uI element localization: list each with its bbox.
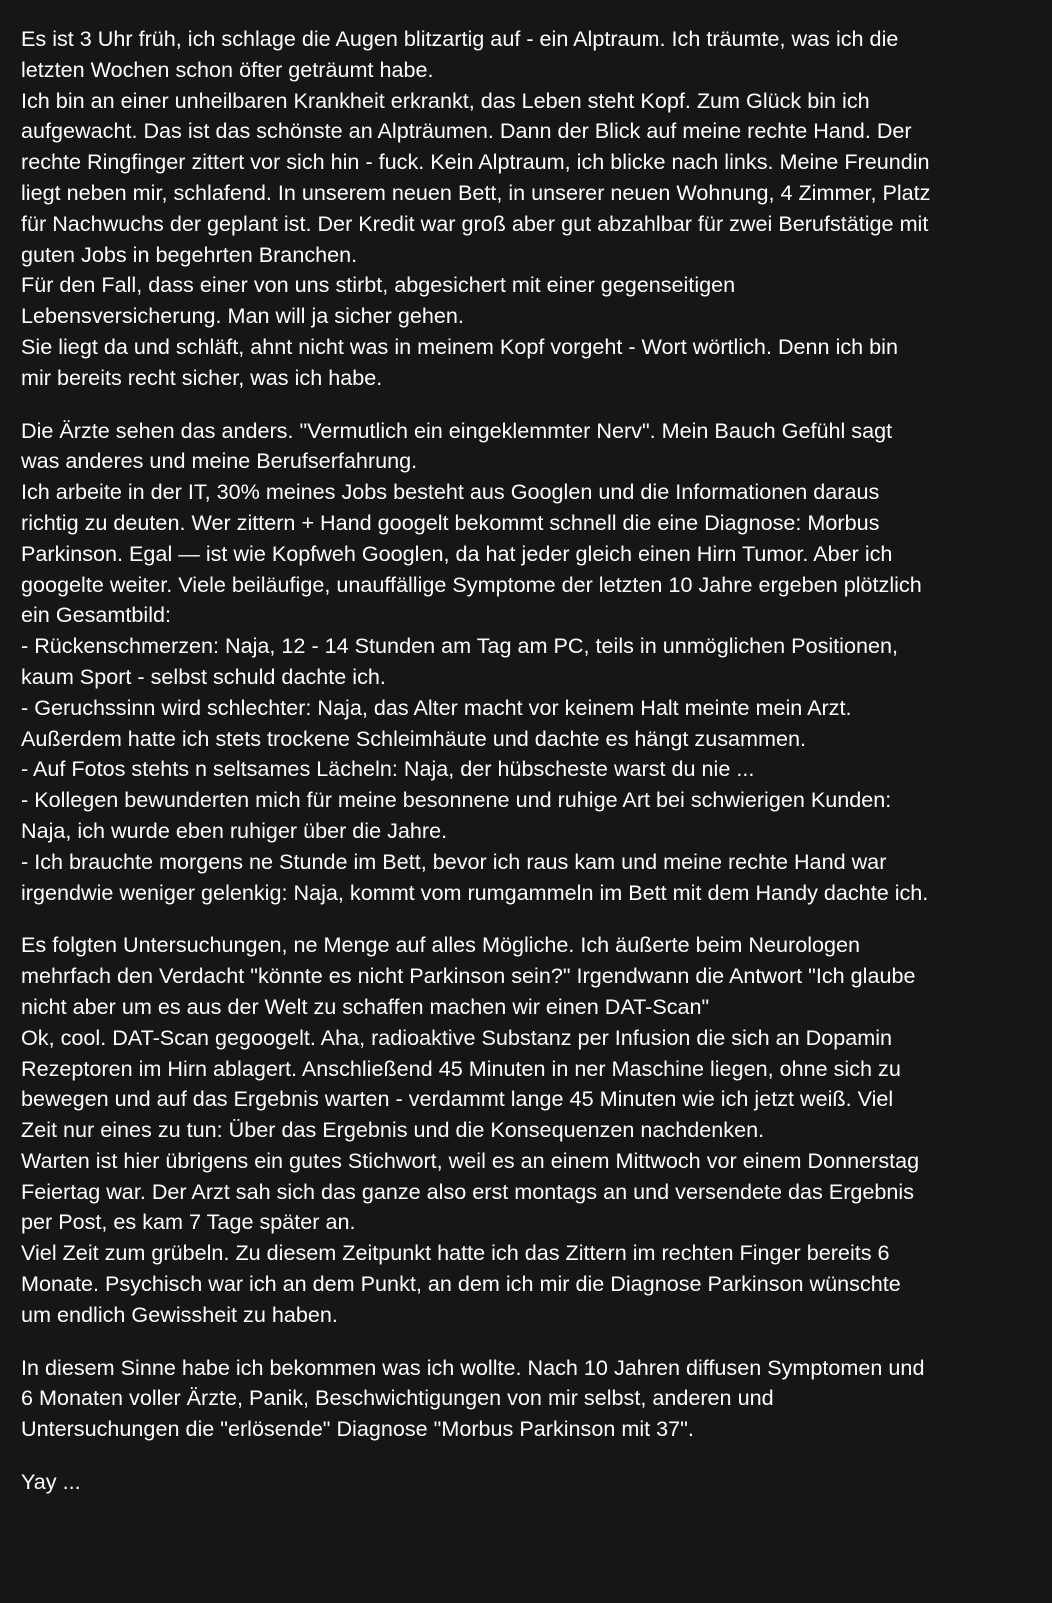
paragraph-diagnosis	[21, 1353, 1036, 1445]
text-line: mehrfach den Verdacht "könnte es nicht Parkinson sein?" Irgendwann die Antwort "Ich glaube	[21, 963, 916, 989]
text-line: Ich bin an einer unheilbaren Krankheit erkrankt, das Leben steht Kopf. Zum Glück bin ich	[21, 87, 870, 113]
text-line: was anderes und meine Berufserfahrung.	[21, 448, 418, 474]
text-line: Sie liegt da und schläft, ahnt nicht was in meinem Kopf vorgeht - Wort wörtlich. Denn ich bin	[21, 333, 898, 359]
paragraph-closing	[21, 1467, 1036, 1498]
text-line: liegt neben mir, schlafend. In unserem neuen Bett, in unserer neuen Wohnung, 4 Zimmer, Platz	[21, 179, 931, 205]
text-line: Parkinson. Egal — ist wie Kopfweh Googlen, da hat jeder gleich einen Hirn Tumor. Aber ich	[21, 540, 893, 566]
text-line: Warten ist hier übrigens ein gutes Stichwort, weil es an einem Mittwoch vor einem Donnerstag	[21, 1147, 920, 1173]
text-line: - Auf Fotos stehts n seltsames Lächeln: Naja, der hübscheste warst du nie ...	[21, 756, 755, 782]
text-line: bewegen und auf das Ergebnis warten - verdammt lange 45 Minuten wie ich jetzt weiß. Viel	[21, 1086, 894, 1112]
text-line: letzten Wochen schon öfter geträumt habe.	[21, 56, 434, 82]
text-line: Die Ärzte sehen das anders. "Vermutlich ein eingeklemmter Nerv". Mein Bauch Gefühl sagt	[21, 417, 893, 443]
text-line: Viel Zeit zum grübeln. Zu diesem Zeitpunkt hatte ich das Zittern im rechten Finger bereits 6	[21, 1240, 890, 1266]
text-line: Für den Fall, dass einer von uns stirbt, abgesichert mit einer gegenseitigen	[21, 272, 736, 298]
paragraph-symptoms	[21, 416, 1036, 909]
text-line: Lebensversicherung. Man will ja sicher gehen.	[21, 303, 464, 329]
text-line: Rezeptoren im Hirn ablagert. Anschließend 45 Minuten in ner Maschine liegen, ohne sich zu	[21, 1055, 901, 1081]
text-line: ein Gesamtbild:	[21, 602, 172, 628]
text-line: Es folgten Untersuchungen, ne Menge auf alles Mögliche. Ich äußerte beim Neurologen	[21, 932, 861, 958]
text-line: für Nachwuchs der geplant ist. Der Kredit war groß aber gut abzahlbar für zwei Berufstätige mit	[21, 210, 929, 236]
text-line: Außerdem hatte ich stets trockene Schleimhäute und dachte es hängt zusammen.	[21, 725, 807, 751]
text-line: Yay ...	[21, 1469, 81, 1495]
text-line: googelte weiter. Viele beiläufige, unauffällige Symptome der letzten 10 Jahre ergeben plötzlich	[21, 571, 922, 597]
paragraph-examinations	[21, 930, 1036, 1330]
text-line: nicht aber um es aus der Welt zu schaffen machen wir einen DAT-Scan"	[21, 993, 710, 1019]
text-line: In diesem Sinne habe ich bekommen was ich wollte. Nach 10 Jahren diffusen Symptomen und	[21, 1354, 925, 1380]
text-line: 6 Monaten voller Ärzte, Panik, Beschwichtigungen von mir selbst, anderen und	[21, 1385, 774, 1411]
text-line: Feiertag war. Der Arzt sah sich das ganze also erst montags an und versendete das Ergebnis	[21, 1178, 915, 1204]
text-line: Zeit nur eines zu tun: Über das Ergebnis und die Konsequenzen nachdenken.	[21, 1117, 765, 1143]
text-line: irgendwie weniger gelenkig: Naja, kommt vom rumgammeln im Bett mit dem Handy dachte ich.	[21, 879, 929, 905]
post-body	[21, 24, 1036, 1520]
text-line: Monate. Psychisch war ich an dem Punkt, an dem ich mir die Diagnose Parkinson wünschte	[21, 1271, 901, 1297]
text-line: - Ich brauchte morgens ne Stunde im Bett, bevor ich raus kam und meine rechte Hand war	[21, 848, 887, 874]
text-line: Ich arbeite in der IT, 30% meines Jobs besteht aus Googlen und die Informationen daraus	[21, 479, 880, 505]
text-line: kaum Sport - selbst schuld dachte ich.	[21, 663, 386, 689]
text-line: richtig zu deuten. Wer zittern + Hand googelt bekommt schnell die eine Diagnose: Morbus	[21, 509, 880, 535]
text-line: Untersuchungen die "erlösende" Diagnose "Morbus Parkinson mit 37".	[21, 1416, 694, 1442]
text-line: - Geruchssinn wird schlechter: Naja, das Alter macht vor keinem Halt meinte mein Arzt.	[21, 694, 852, 720]
text-line: Ok, cool. DAT-Scan gegoogelt. Aha, radioaktive Substanz per Infusion die sich an Dopamin	[21, 1024, 893, 1050]
text-line: - Rückenschmerzen: Naja, 12 - 14 Stunden am Tag am PC, teils in unmöglichen Positionen,	[21, 633, 899, 659]
text-line: - Kollegen bewunderten mich für meine besonnene und ruhige Art bei schwierigen Kunden:	[21, 787, 892, 813]
text-line: Es ist 3 Uhr früh, ich schlage die Augen blitzartig auf - ein Alptraum. Ich träumte, was ich die	[21, 26, 899, 51]
text-line: per Post, es kam 7 Tage später an.	[21, 1209, 356, 1235]
text-line: aufgewacht. Das ist das schönste an Alpträumen. Dann der Blick auf meine rechte Hand. Der	[21, 118, 912, 144]
paragraph-nightmare	[21, 24, 1036, 394]
text-line: Naja, ich wurde eben ruhiger über die Jahre.	[21, 817, 448, 843]
text-line: guten Jobs in begehrten Branchen.	[21, 241, 358, 267]
text-line: mir bereits recht sicher, was ich habe.	[21, 364, 383, 390]
text-line: rechte Ringfinger zittert vor sich hin - fuck. Kein Alptraum, ich blicke nach links. Meine Freundin	[21, 149, 930, 175]
text-line: um endlich Gewissheit zu haben.	[21, 1301, 338, 1327]
